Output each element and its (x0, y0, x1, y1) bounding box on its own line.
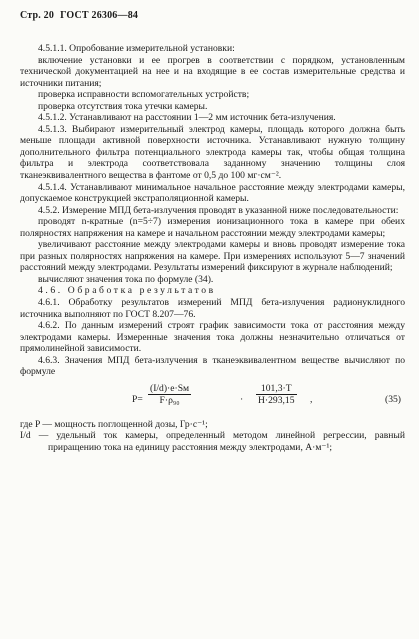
para-4-5-1-4: 4.5.1.4. Устанавливают минимальное начальное расстояние между электродами камеры, допускаемое конструкцией экстраполяционной камеры. (20, 181, 405, 205)
where-specific-current: I/d — удельный ток камеры, определенный методом линейной регрессии, равный приращению тока на единицу расстояния между электродами, А·м⁻¹; (20, 430, 405, 453)
para-calc-current: вычисляют значения тока по формуле (34). (38, 273, 214, 285)
fraction-2-denominator: H·293,15 (258, 395, 295, 407)
section-heading-4-6: 4.6. Обработка результатов (38, 285, 216, 297)
standard-code: ГОСТ 26306—84 (60, 10, 139, 21)
para-4-6-3: 4.6.3. Значения МПД бета-излучения в тканеэквивалентном веществе вычисляют по формуле (20, 354, 405, 378)
para-4-5-1-1: 4.5.1.1. Опробование измерительной установки: (38, 43, 235, 54)
para-increase-distance: увеличивают расстояние между электродами камеры и вновь проводят измерение тока при разных полярностях напряжения на камере. При измерениях используют 5—7 значений расстояний между электродами. Результаты измерений фиксируют в журнале наблюдений; (20, 239, 405, 274)
para-switch-on: включение установки и ее прогрев в соответствии с порядком, установленным технической документацией на нее и на входящие в ее состав измерительные средства и источники питания; (20, 54, 405, 89)
para-4-6-2: 4.6.2. По данным измерений строят график зависимости тока от расстояния между электродами камеры. Измеренные значения тока должны незначительно отличаться от прямолинейной зависимости. (20, 320, 405, 355)
body-text (20, 43, 405, 454)
where-power: где P — мощность поглощенной дозы, Гр·с⁻¹; (20, 418, 208, 430)
fraction-1-denominator: F·ρ₉₀ (148, 394, 191, 407)
fraction-1-numerator: (I/d)·e·Sм (150, 382, 190, 394)
para-4-5-1-3: 4.5.1.3. Выбирают измерительный электрод камеры, площадь которого должна быть меньше площади активной поверхности источника. Устанавливают нужную толщину дополнительного фильтра потенциального электрода камеры так, чтобы общая толщина фильтра и электрода соответствовала заданному значению толщины слоя тканеэквивалентного вещества в фантоме от 0,5 до 100 мг·см⁻². (20, 123, 405, 182)
para-4-6-1: 4.6.1. Обработку результатов измерений МПД бета-излучения радионуклидного источника выполняют по ГОСТ 8.207—76. (20, 297, 405, 320)
page-header (20, 10, 138, 21)
para-n-measurements: проводят n-кратные (n=5÷7) измерения ионизационного тока в камере при обеих полярностях напряжения на камере и начальном расстоянии между электродами камеры; (20, 216, 405, 239)
formula-comma: , (310, 393, 313, 405)
formula-lhs: P= (132, 393, 143, 405)
formula-fraction-1 (148, 383, 191, 407)
fraction-2-numerator: 101,3·T (260, 382, 292, 394)
formula-35 (20, 383, 405, 417)
page-number: Стр. 20 (20, 10, 55, 21)
equation-number: (35) (385, 393, 401, 405)
para-check-aux: проверка исправности вспомогательных устройств; (38, 89, 250, 101)
formula-multiply: · (240, 393, 244, 405)
formula-fraction-2 (256, 383, 297, 407)
para-check-leak: проверка отсутствия тока утечки камеры. (38, 100, 208, 112)
para-4-5-2: 4.5.2. Измерение МПД бета-излучения проводят в указанной ниже последовательности: (38, 204, 399, 216)
para-4-5-1-2: 4.5.1.2. Устанавливают на расстоянии 1—2 мм источник бета-излучения. (38, 112, 336, 124)
